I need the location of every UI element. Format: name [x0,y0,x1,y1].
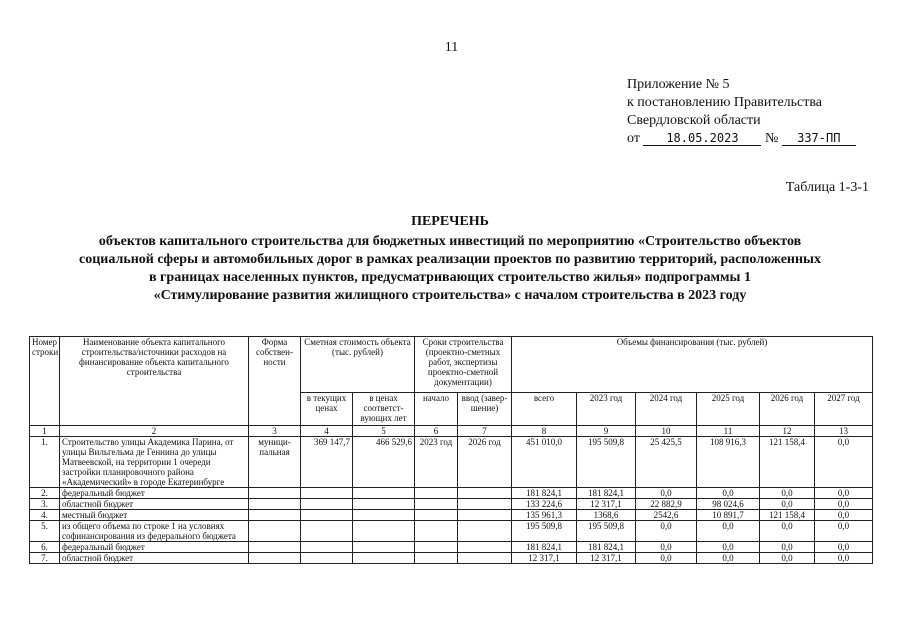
table-number: Таблица 1-3-1 [785,180,869,195]
value-2024: 0,0 [636,553,697,564]
number-prefix: № [764,131,779,146]
title-line-4: «Стимулирование развития жилищного строительства» с началом строительства в 2023 году [153,288,747,303]
value-2025: 98 024,6 [697,499,760,510]
header-2023: 2023 год [577,393,636,426]
ownership-form [249,499,301,510]
appendix-date-line [627,130,856,148]
object-name: из общего объема по строке 1 на условиях софинансирования из федерального бюджета [60,521,249,542]
cost-forecast: 466 529,6 [353,437,415,488]
start-year [415,488,458,499]
column-number: 1 [30,426,60,437]
value-2026: 0,0 [760,542,815,553]
header-row-number: Номер строки [30,337,60,426]
completion-year [458,510,512,521]
object-name: федеральный бюджет [60,488,249,499]
cost-forecast [353,499,415,510]
start-year [415,499,458,510]
value-2027: 0,0 [815,488,873,499]
start-year [415,542,458,553]
value-2025: 10 891,7 [697,510,760,521]
value-2026: 121 158,4 [760,437,815,488]
ownership-form [249,488,301,499]
cost-forecast [353,510,415,521]
header-financing: Объемы финансирования (тыс. рублей) [512,337,873,393]
title-line-3: в границах населенных пунктов, предусматривающих строительство жилья» подпрограммы 1 [149,270,751,285]
row-number: 2. [30,488,60,499]
column-number: 6 [415,426,458,437]
ownership-form [249,553,301,564]
column-number: 3 [249,426,301,437]
column-number: 13 [815,426,873,437]
column-number: 10 [636,426,697,437]
value-2027: 0,0 [815,510,873,521]
header-2025: 2025 год [697,393,760,426]
column-number: 5 [353,426,415,437]
objects-table [29,336,873,564]
row-number: 5. [30,521,60,542]
start-year [415,553,458,564]
value-2025: 0,0 [697,521,760,542]
start-year [415,510,458,521]
completion-year [458,553,512,564]
column-number: 8 [512,426,577,437]
header-ownership: Форма собствен-ности [249,337,301,426]
total-value: 195 509,8 [512,521,577,542]
column-number: 12 [760,426,815,437]
total-value: 181 824,1 [512,488,577,499]
value-2023: 1368,6 [577,510,636,521]
cost-forecast [353,553,415,564]
table-row [30,510,873,521]
cost-forecast [353,542,415,553]
ownership-form [249,542,301,553]
value-2027: 0,0 [815,499,873,510]
appendix-line-1: Приложение № 5 [627,77,730,92]
value-2025: 0,0 [697,553,760,564]
value-2025: 0,0 [697,488,760,499]
document-title [40,213,860,305]
column-number: 4 [301,426,353,437]
total-value: 135 961,3 [512,510,577,521]
value-2024: 0,0 [636,542,697,553]
completion-year: 2026 год [458,437,512,488]
completion-year [458,488,512,499]
value-2024: 0,0 [636,521,697,542]
cost-current: 369 147,7 [301,437,353,488]
decree-number: 337-ПП [782,131,856,146]
header-2026: 2026 год [760,393,815,426]
cost-current [301,510,353,521]
appendix-line-2: к постановлению Правительства [627,95,823,110]
cost-current [301,488,353,499]
page-number: 11 [444,40,459,55]
total-value: 181 824,1 [512,542,577,553]
decree-date: 18.05.2023 [643,131,761,146]
value-2026: 0,0 [760,521,815,542]
table-row [30,521,873,542]
row-number: 4. [30,510,60,521]
total-value: 451 010,0 [512,437,577,488]
table-row [30,542,873,553]
cost-current [301,542,353,553]
value-2023: 195 509,8 [577,521,636,542]
value-2024: 0,0 [636,488,697,499]
header-start: начало [415,393,458,426]
column-number: 7 [458,426,512,437]
value-2023: 181 824,1 [577,542,636,553]
ownership-form [249,510,301,521]
cost-forecast [353,521,415,542]
completion-year [458,521,512,542]
column-numbers-row [30,426,873,437]
table-row [30,499,873,510]
header-cost-current: в текущих ценах [301,393,353,426]
row-number: 3. [30,499,60,510]
cost-current [301,521,353,542]
header-estimated-cost: Сметная стоимость объекта (тыс. рублей) [301,337,415,393]
cost-current [301,499,353,510]
ownership-form [249,521,301,542]
header-2024: 2024 год [636,393,697,426]
value-2023: 12 317,1 [577,499,636,510]
total-value: 12 317,1 [512,553,577,564]
value-2027: 0,0 [815,553,873,564]
value-2027: 0,0 [815,521,873,542]
object-name: федеральный бюджет [60,542,249,553]
start-year: 2023 год [415,437,458,488]
title-heading: ПЕРЕЧЕНЬ [411,214,489,229]
value-2027: 0,0 [815,542,873,553]
value-2024: 25 425,5 [636,437,697,488]
row-number: 6. [30,542,60,553]
table-row [30,488,873,499]
value-2026: 0,0 [760,488,815,499]
object-name: Строительство улицы Академика Парина, от улицы Вильгельма де Геннина до улицы Матвеевской, на территории 1 очереди застройки планировочного района «Академический» в городе Екатеринбурге [60,437,249,488]
header-object-name: Наименование объекта капитального строительства/источники расходов на финансирование объекта капитального строительства [60,337,249,426]
appendix-line-3: Свердловской области [627,113,761,128]
row-number: 7. [30,553,60,564]
value-2025: 108 916,3 [697,437,760,488]
table-row [30,437,873,488]
value-2023: 12 317,1 [577,553,636,564]
value-2025: 0,0 [697,542,760,553]
header-total: всего [512,393,577,426]
total-value: 133 224,6 [512,499,577,510]
title-line-2: социальной сферы и автомобильных дорог в рамках реализации проектов по развитию территорий, расположенных [79,252,821,267]
value-2026: 0,0 [760,499,815,510]
value-2024: 22 882,9 [636,499,697,510]
object-name: областной бюджет [60,499,249,510]
completion-year [458,499,512,510]
header-completion: ввод (завер-шение) [458,393,512,426]
header-construction-terms: Сроки строительства (проектно-сметных работ, экспертизы проектно-сметной документации) [415,337,512,393]
value-2026: 0,0 [760,553,815,564]
table-row [30,553,873,564]
object-name: местный бюджет [60,510,249,521]
value-2024: 2542,6 [636,510,697,521]
value-2023: 181 824,1 [577,488,636,499]
column-number: 2 [60,426,249,437]
appendix-block [627,76,856,148]
cost-forecast [353,488,415,499]
value-2027: 0,0 [815,437,873,488]
header-cost-forecast: в ценах соответст-вующих лет [353,393,415,426]
start-year [415,521,458,542]
column-number: 9 [577,426,636,437]
value-2026: 121 158,4 [760,510,815,521]
value-2023: 195 509,8 [577,437,636,488]
header-2027: 2027 год [815,393,873,426]
cost-current [301,553,353,564]
title-line-1: объектов капитального строительства для бюджетных инвестиций по мероприятию «Строительство объектов [98,234,802,249]
object-name: областной бюджет [60,553,249,564]
row-number: 1. [30,437,60,488]
date-prefix: от [627,131,640,146]
ownership-form: муници-пальная [249,437,301,488]
column-number: 11 [697,426,760,437]
completion-year [458,542,512,553]
